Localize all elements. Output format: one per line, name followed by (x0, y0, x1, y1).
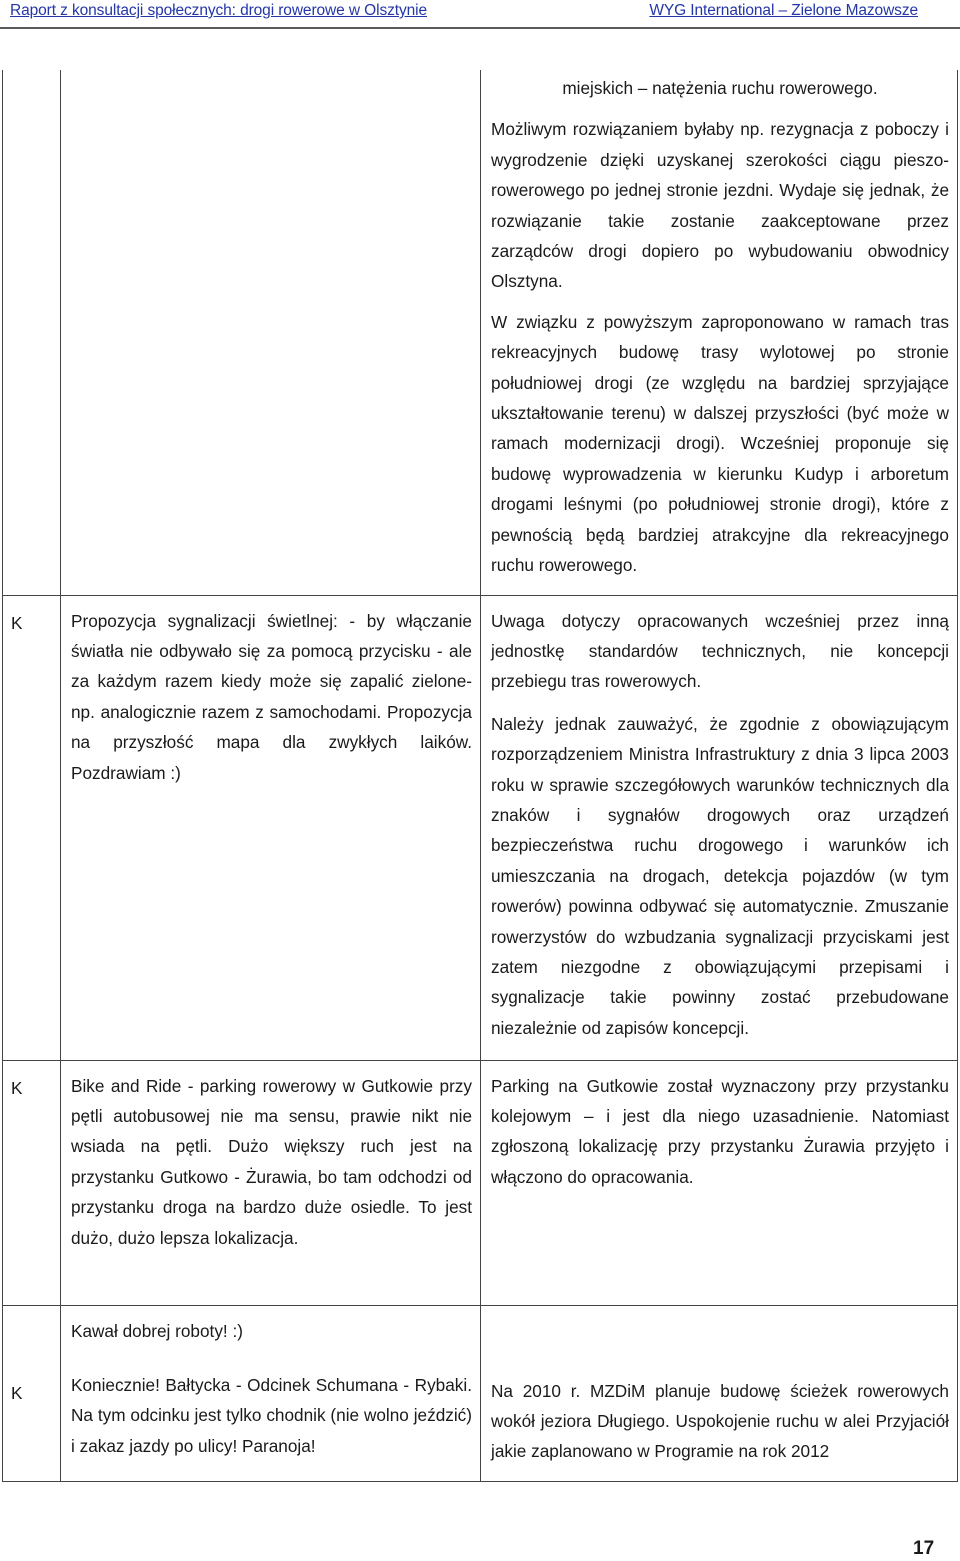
comment-paragraph: Koniecznie! Bałtycka - Odcinek Schumana - Rybaki. Na tym odcinku jest tylko chodnik (nie wolno jeździć) i zakaz jazdy po ulicy! Paranoja! (71, 1374, 472, 1456)
table-row (3, 70, 958, 595)
response-paragraph: Na 2010 r. MZDiM planuje budowę ścieżek rowerowych wokół jeziora Długiego. Uspokojenie ruchu w alei Przyjaciół jakie zaplanowano w Programie na rok 2012 (491, 1380, 949, 1462)
row-marker: K (3, 1060, 61, 1305)
row-marker: K (3, 595, 61, 1060)
comment-cell (61, 70, 481, 595)
response-cell (481, 595, 958, 1060)
response-paragraph: Parking na Gutkowie został wyznaczony przy przystanku kolejowym – i jest dla niego uzasadnienie. Natomiast zgłoszoną lokalizację przy przystanku Żurawia przyjęto i włączono do opracowania. (491, 1075, 949, 1187)
table-row (3, 595, 958, 1060)
response-paragraph: miejskich – natężenia ruchu rowerowego. (562, 78, 878, 98)
comment-paragraph: Bike and Ride - parking rowerowy w Gutkowie przy pętli autobusowej nie ma sensu, prawie nikt nie wsiada na pętli. Dużo większy ruch jest na przystanku Gutkowo - Żurawia, bo tam odchodzi od przystanku droga na bardzo duże osiedle. To jest dużo, dużo lepsza lokalizacja. (71, 1075, 472, 1248)
header-company-name[interactable]: WYG International – Zielone Mazowsze (649, 2, 918, 19)
table-row (3, 1305, 958, 1481)
response-paragraph: Należy jednak zauważyć, że zgodnie z obowiązującym rozporządzeniem Ministra Infrastruktury z dnia 3 lipca 2003 roku w sprawie szczegółowych warunków technicznych dla znaków i sygnałów drogowych oraz urządzeń bezpieczeństwa ruchu drogowego i warunków ich umieszczania na drogach, detekcja pojazdów (w tym rowerów) powinna odbywać się automatycznie. Zmuszanie rowerzystów do wzbudzania sygnalizacji przyciskami jest zatem niezgodne z obowiązującymi przepisami i sygnalizacje takie powinny zostać przebudowane niezależnie od zapisów koncepcji. (491, 713, 949, 1038)
response-cell (481, 70, 958, 595)
response-paragraph: Możliwym rozwiązaniem byłaby np. rezygnacja z poboczy i wygrodzenie dzięki uzyskanej szerokości ciągu pieszo-rowerowego po jednej stronie jezdni. Wydaje się jednak, że rozwiązanie takie zostanie zaakceptowane przez zarządców drogi dopiero po wybudowaniu obwodnicy Olsztyna. (491, 119, 949, 292)
running-header (0, 0, 960, 24)
comment-cell (61, 1305, 481, 1481)
response-paragraph: W związku z powyższym zaproponowano w ramach tras rekreacyjnych budowę trasy wylotowej po stronie południowej drogi (ze względu na bardziej sprzyjające ukształtowanie terenu) w dalszej przyszłości (być może w ramach modernizacji drogi). Wcześniej proponuje się budowę wyprowadzenia w kierunku Kudyp i arboretum drogami leśnymi (po południowej stronie drogi), które z pewnością będą bardziej atrakcyjne dla rekreacyjnego ruchu rowerowego. (491, 311, 949, 576)
consultation-table (2, 70, 958, 1482)
row-marker: K (3, 1305, 61, 1481)
response-cell (481, 1305, 958, 1481)
row-marker (3, 70, 61, 595)
page-number: 17 (913, 1538, 935, 1559)
header-report-title[interactable]: Raport z konsultacji społecznych: drogi rowerowe w Olsztynie (10, 2, 427, 19)
table-row (3, 1060, 958, 1305)
comment-cell (61, 1060, 481, 1305)
comment-cell (61, 595, 481, 1060)
comment-paragraph: Propozycja sygnalizacji świetlnej: - by włączanie światła nie odbywało się za pomocą przycisku - ale za każdym razem kiedy może się zapalić zielone- np. analogicznie razem z samochodami. Propozycja na przyszłość mapa dla zwykłych laików. Pozdrawiam :) (71, 610, 472, 783)
comment-paragraph: Kawał dobrej roboty! :) (71, 1320, 243, 1341)
response-paragraph: Uwaga dotyczy opracowanych wcześniej przez inną jednostkę standardów technicznych, nie koncepcji przebiegu tras rowerowych. (491, 610, 949, 692)
header-rule (0, 27, 960, 29)
response-cell (481, 1060, 958, 1305)
